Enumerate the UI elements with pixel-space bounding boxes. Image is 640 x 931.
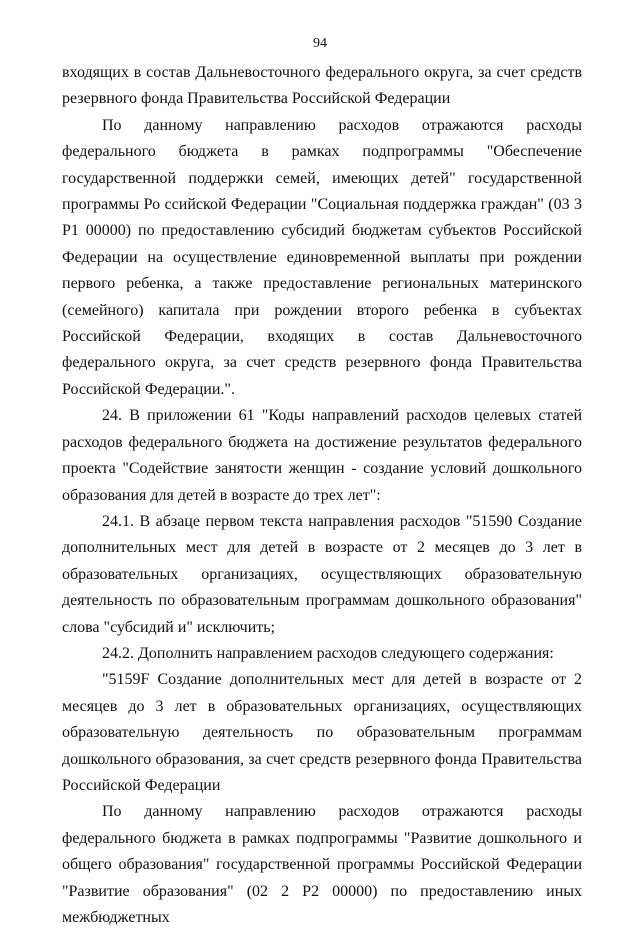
paragraph-expense-description: По данному направлению расходов отражаются расходы федерального бюджета в рамках подпрограммы "Обеспечение государственной поддержки семей, имеющих детей" государственной программы Ро ссийской Федерации "Социальная поддержка граждан" (03 3 P1 00000) по предоставлению субсидий бюджетам субъектов Российской Федерации на осуществление единовременной выплаты при рождении первого ребенка, а также предоставление региональных материнского (семейного) капитала при рождении второго ребенка в субъектах Российской Федерации, входящих в состав Дальневосточного федерального округа, за счет средств резервного фонда Правительства Российской Федерации.". — [62, 116, 582, 398]
paragraph-item-24: 24. В приложении 61 "Коды направлений расходов целевых статей расходов федерального бюджета на достижение результатов федерального проекта "Содействие занятости женщин - создание условий дошкольного образования для детей в возрасте до трех лет": — [62, 407, 582, 504]
page-number: 94 — [313, 36, 327, 51]
paragraph-continuation: входящих в состав Дальневосточного федерального округа, за счет средств резервного фонда Правительства Российской Федерации — [62, 64, 582, 108]
paragraph-new-direction: "5159F Создание дополнительных мест для детей в возрасте от 2 месяцев до 3 лет в образовательных организациях, осуществляющих образовательную деятельность по образовательным программам дошкольного образования, за счет средств резервного фонда Правительства Российской Федерации — [62, 671, 582, 794]
paragraph-new-direction-description: По данному направлению расходов отражаются расходы федерального бюджета в рамках подпрограммы "Развитие дошкольного и общего образования" государственной программы Российской Федерации "Развитие образования" (02 2 P2 00000) по предоставлению иных межбюджетных — [62, 803, 582, 926]
body-text — [62, 60, 582, 931]
paragraph-item-24-2: 24.2. Дополнить направлением расходов следующего содержания: — [102, 644, 554, 662]
paragraph-item-24-1: 24.1. В абзаце первом текста направления расходов "51590 Создание дополнительных мест для детей в возрасте от 2 месяцев до 3 лет в образовательных организациях, осуществляющих образовательную деятельность по образовательным программам дошкольного образования" слова "субсидий и" исключить; — [62, 512, 582, 636]
